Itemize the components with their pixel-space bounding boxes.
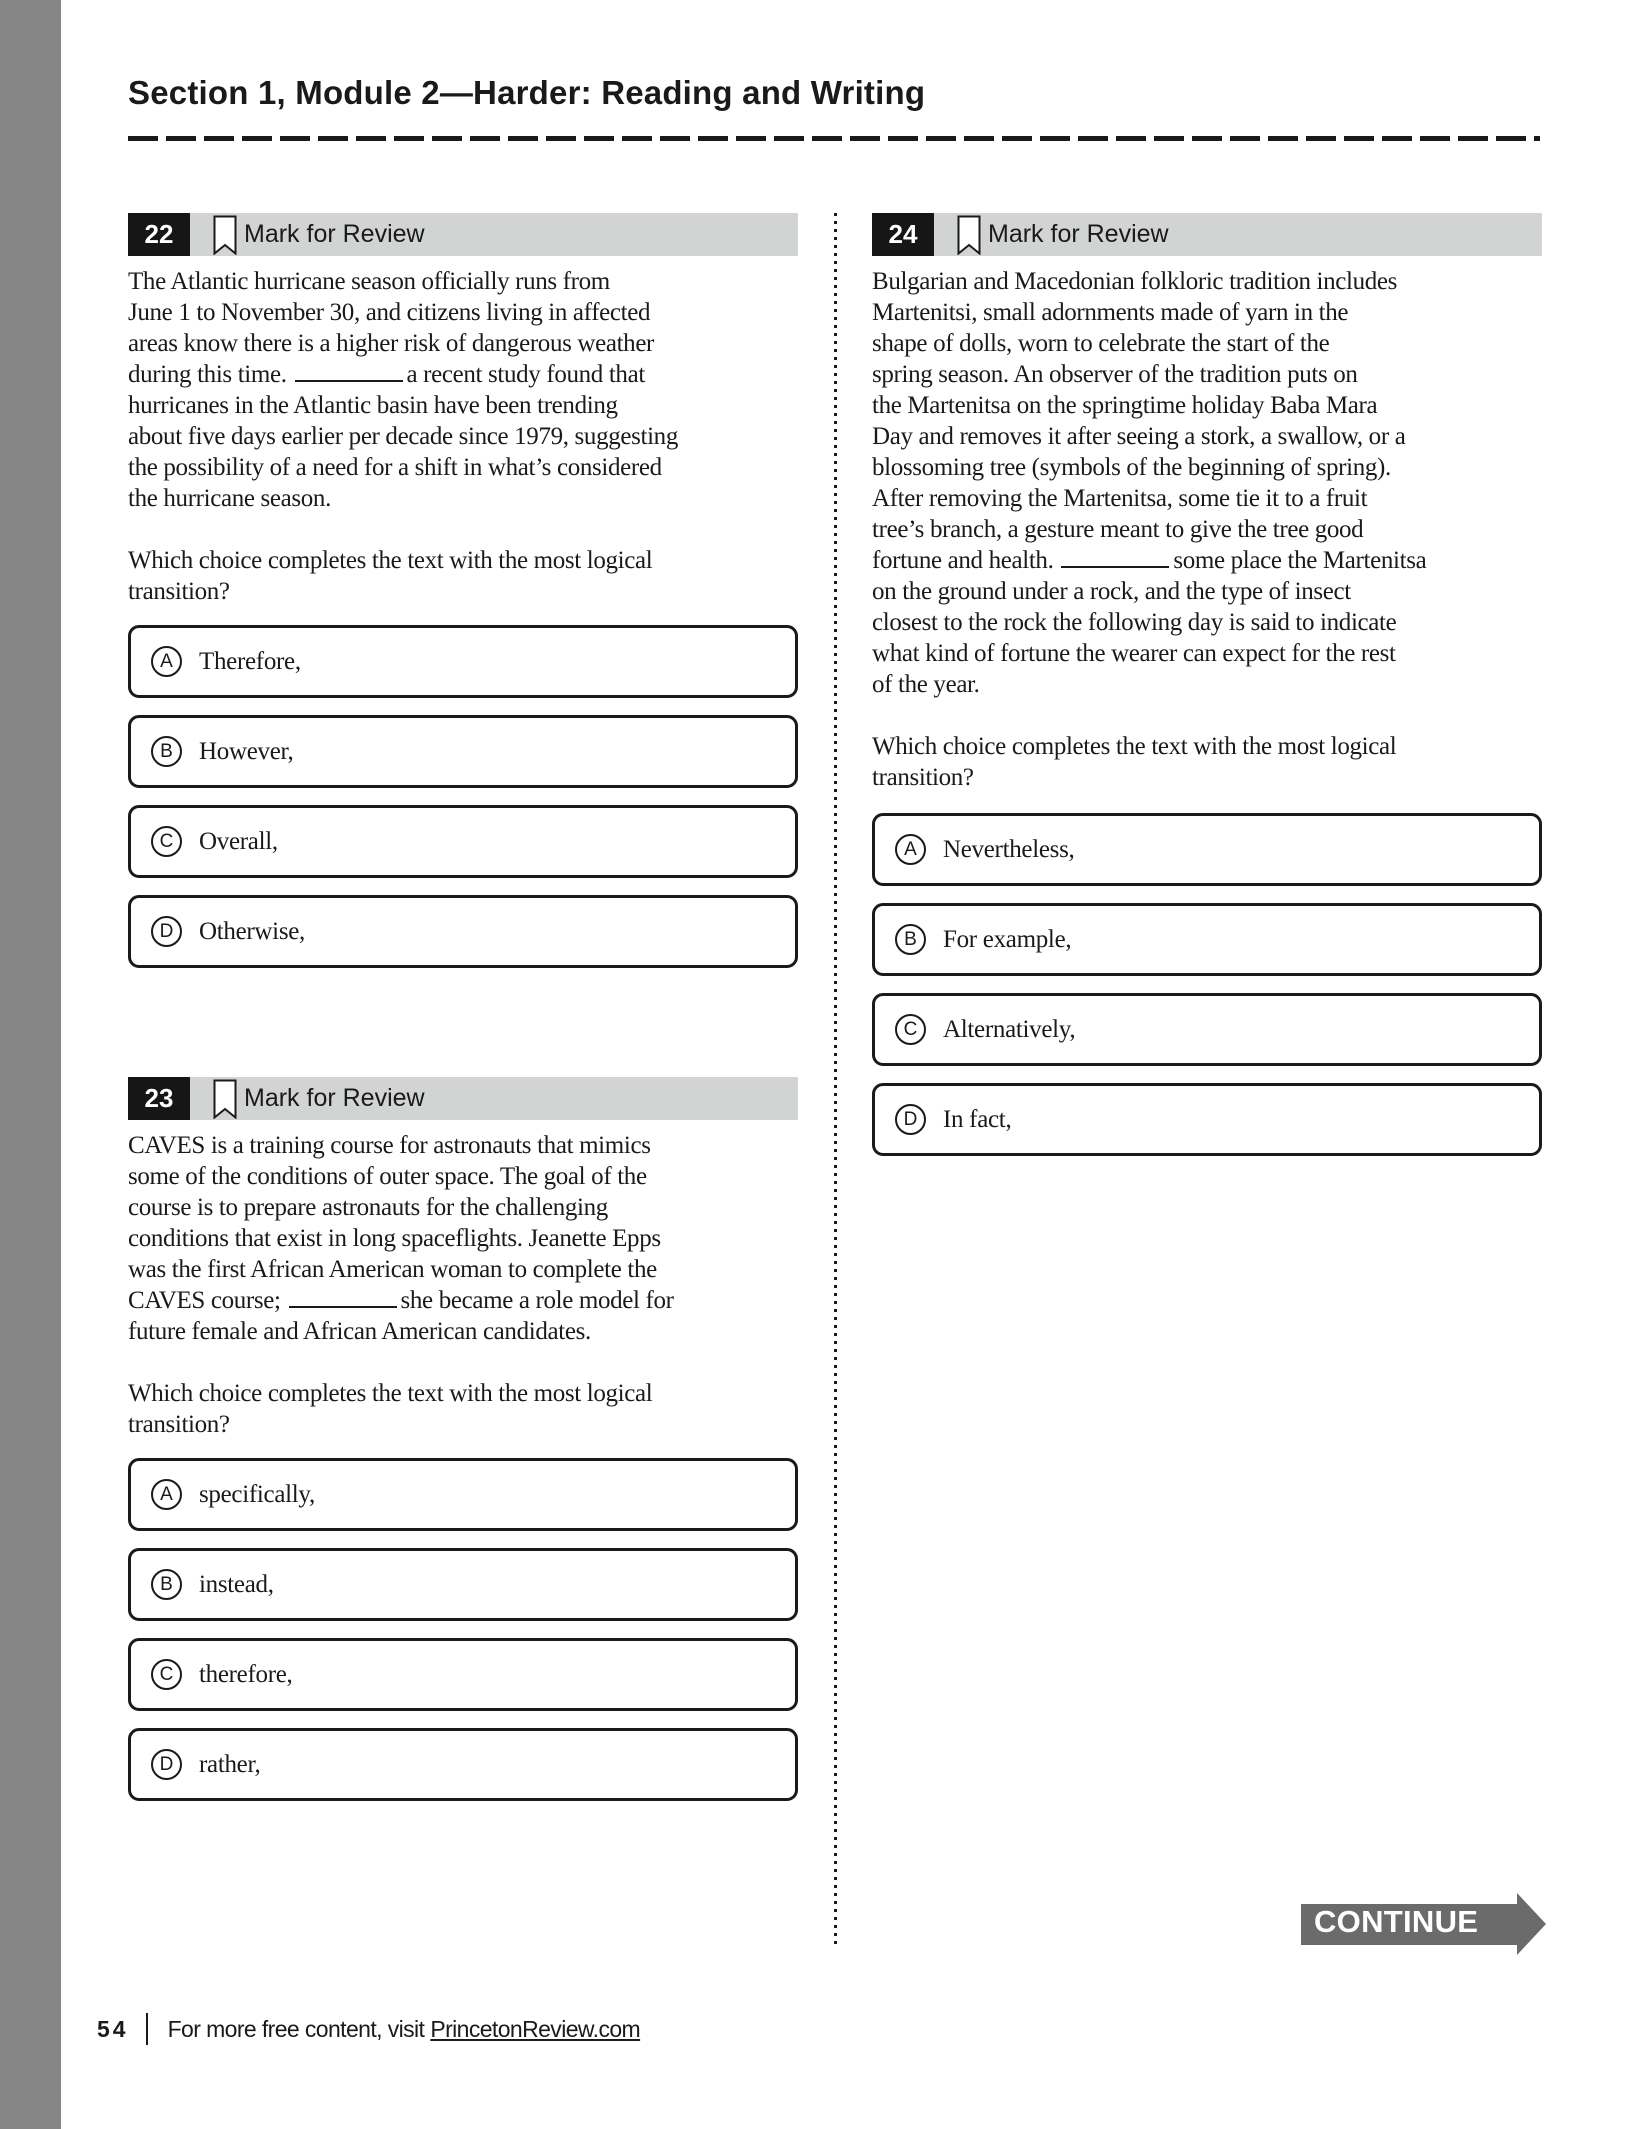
passage-line: Martenitsi, small adornments made of yarn in the — [872, 299, 1349, 326]
question-passage — [872, 266, 1542, 700]
choice-text: Nevertheless, — [943, 835, 1075, 863]
answer-blank — [289, 1286, 397, 1308]
prompt-line: Which choice completes the text with the most logical — [872, 733, 1397, 760]
question-passage — [128, 1130, 798, 1347]
footer-divider — [146, 2013, 148, 2045]
question-prompt — [872, 731, 1542, 793]
passage-text: she became a role model for — [400, 1287, 674, 1314]
choice-letter-circle: C — [895, 1014, 926, 1045]
choice-text: Alternatively, — [943, 1015, 1076, 1043]
question-prompt — [128, 545, 798, 607]
choice-text: For example, — [943, 925, 1072, 953]
page-number: 54 — [97, 2015, 129, 2042]
choice-text: rather, — [199, 1750, 261, 1778]
choice-text: However, — [199, 737, 294, 765]
passage-line: the Martenitsa on the springtime holiday Baba Mara — [872, 392, 1378, 419]
passage-line: spring season. An observer of the tradition puts on — [872, 361, 1358, 388]
passage-line: future female and African American candidates. — [128, 1318, 591, 1345]
passage-line: shape of dolls, worn to celebrate the start of the — [872, 330, 1330, 357]
passage-line: hurricanes in the Atlantic basin have been trending — [128, 392, 618, 419]
prompt-line: Which choice completes the text with the most logical — [128, 547, 653, 574]
answer-choice-b[interactable] — [128, 715, 798, 788]
answer-blank — [295, 360, 403, 382]
passage-line — [872, 545, 1542, 576]
answer-choice-a[interactable] — [128, 1458, 798, 1531]
bookmark-icon[interactable] — [957, 215, 981, 255]
question-header — [128, 213, 798, 256]
passage-line: blossoming tree (symbols of the beginning of spring). — [872, 454, 1391, 481]
passage-line: the possibility of a need for a shift in what’s considered — [128, 454, 662, 481]
prompt-line: transition? — [128, 578, 230, 605]
passage-text: fortune and health. — [872, 547, 1060, 574]
passage-text: during this time. — [128, 361, 293, 388]
passage-line: the hurricane season. — [128, 485, 331, 512]
question-22 — [128, 213, 798, 945]
page-footer — [97, 2012, 640, 2046]
choice-text: specifically, — [199, 1480, 315, 1508]
princeton-review-link[interactable]: PrincetonReview.com — [430, 2015, 641, 2042]
passage-text: a recent study found that — [406, 361, 645, 388]
choice-text: instead, — [199, 1570, 274, 1598]
passage-line: The Atlantic hurricane season officially runs from — [128, 268, 610, 295]
mark-for-review-button[interactable]: Mark for Review — [244, 220, 425, 248]
question-24 — [872, 213, 1542, 1133]
passage-text: CAVES course; — [128, 1287, 287, 1314]
passage-line: course is to prepare astronauts for the challenging — [128, 1194, 608, 1221]
passage-line: tree’s branch, a gesture meant to give the tree good — [872, 516, 1364, 543]
passage-line: conditions that exist in long spaceflights. Jeanette Epps — [128, 1225, 661, 1252]
continue-button[interactable] — [1296, 1890, 1546, 1958]
page-title: Section 1, Module 2—Harder: Reading and Writing — [128, 74, 926, 111]
choice-text: Otherwise, — [199, 917, 305, 945]
choice-letter-circle: D — [151, 1749, 182, 1780]
answer-choice-b[interactable] — [872, 903, 1542, 976]
mark-for-review-button[interactable]: Mark for Review — [244, 1084, 425, 1112]
continue-label: CONTINUE — [1314, 1904, 1479, 1939]
page-edge-bar — [0, 0, 61, 2129]
choice-letter-circle: A — [895, 834, 926, 865]
question-prompt — [128, 1378, 798, 1440]
bookmark-icon[interactable] — [213, 1079, 237, 1119]
prompt-line: transition? — [128, 1411, 230, 1438]
mark-for-review-button[interactable]: Mark for Review — [988, 220, 1169, 248]
passage-text: some place the Martenitsa — [1173, 547, 1427, 574]
passage-line — [128, 359, 798, 390]
bookmark-icon[interactable] — [213, 215, 237, 255]
choice-letter-circle: C — [151, 1659, 182, 1690]
column-divider — [834, 213, 837, 1945]
passage-line: was the first African American woman to complete the — [128, 1256, 657, 1283]
passage-line — [128, 1285, 798, 1316]
title-dashed-rule — [128, 136, 1540, 141]
passage-line: on the ground under a rock, and the type of insect — [872, 578, 1351, 605]
answer-choice-a[interactable] — [128, 625, 798, 698]
choice-text: Therefore, — [199, 647, 301, 675]
prompt-line: Which choice completes the text with the most logical — [128, 1380, 653, 1407]
question-number-badge: 22 — [128, 213, 190, 256]
question-number-badge: 24 — [872, 213, 934, 256]
answer-choice-d[interactable] — [128, 1728, 798, 1801]
question-passage — [128, 266, 798, 514]
answer-choice-a[interactable] — [872, 813, 1542, 886]
answer-choice-c[interactable] — [872, 993, 1542, 1066]
passage-line: of the year. — [872, 671, 980, 698]
choice-letter-circle: C — [151, 826, 182, 857]
passage-line: some of the conditions of outer space. The goal of the — [128, 1163, 647, 1190]
choice-letter-circle: A — [151, 646, 182, 677]
question-number-badge: 23 — [128, 1077, 190, 1120]
choice-text: Overall, — [199, 827, 278, 855]
choice-letter-circle: D — [895, 1104, 926, 1135]
passage-line: areas know there is a higher risk of dangerous weather — [128, 330, 655, 357]
choice-letter-circle: D — [151, 916, 182, 947]
passage-line: June 1 to November 30, and citizens living in affected — [128, 299, 651, 326]
answer-choice-d[interactable] — [872, 1083, 1542, 1156]
choice-letter-circle: B — [895, 924, 926, 955]
prompt-line: transition? — [872, 764, 974, 791]
question-header — [872, 213, 1542, 256]
answer-choice-c[interactable] — [128, 805, 798, 878]
passage-line: CAVES is a training course for astronauts that mimics — [128, 1132, 651, 1159]
passage-line: Bulgarian and Macedonian folkloric tradition includes — [872, 268, 1398, 295]
question-header — [128, 1077, 798, 1120]
answer-choice-c[interactable] — [128, 1638, 798, 1711]
choice-text: therefore, — [199, 1660, 293, 1688]
passage-line: After removing the Martenitsa, some tie it to a fruit — [872, 485, 1368, 512]
choice-letter-circle: A — [151, 1479, 182, 1510]
answer-choice-d[interactable] — [128, 895, 798, 968]
choice-letter-circle: B — [151, 736, 182, 767]
answer-blank — [1061, 546, 1169, 568]
choice-text: In fact, — [943, 1105, 1012, 1133]
passage-line: what kind of fortune the wearer can expect for the rest — [872, 640, 1396, 667]
footer-text: For more free content, visit — [167, 2015, 425, 2042]
choice-letter-circle: B — [151, 1569, 182, 1600]
passage-line: Day and removes it after seeing a stork, a swallow, or a — [872, 423, 1406, 450]
passage-line: closest to the rock the following day is said to indicate — [872, 609, 1397, 636]
answer-choice-b[interactable] — [128, 1548, 798, 1621]
passage-line: about five days earlier per decade since 1979, suggesting — [128, 423, 678, 450]
question-23 — [128, 1077, 798, 1778]
